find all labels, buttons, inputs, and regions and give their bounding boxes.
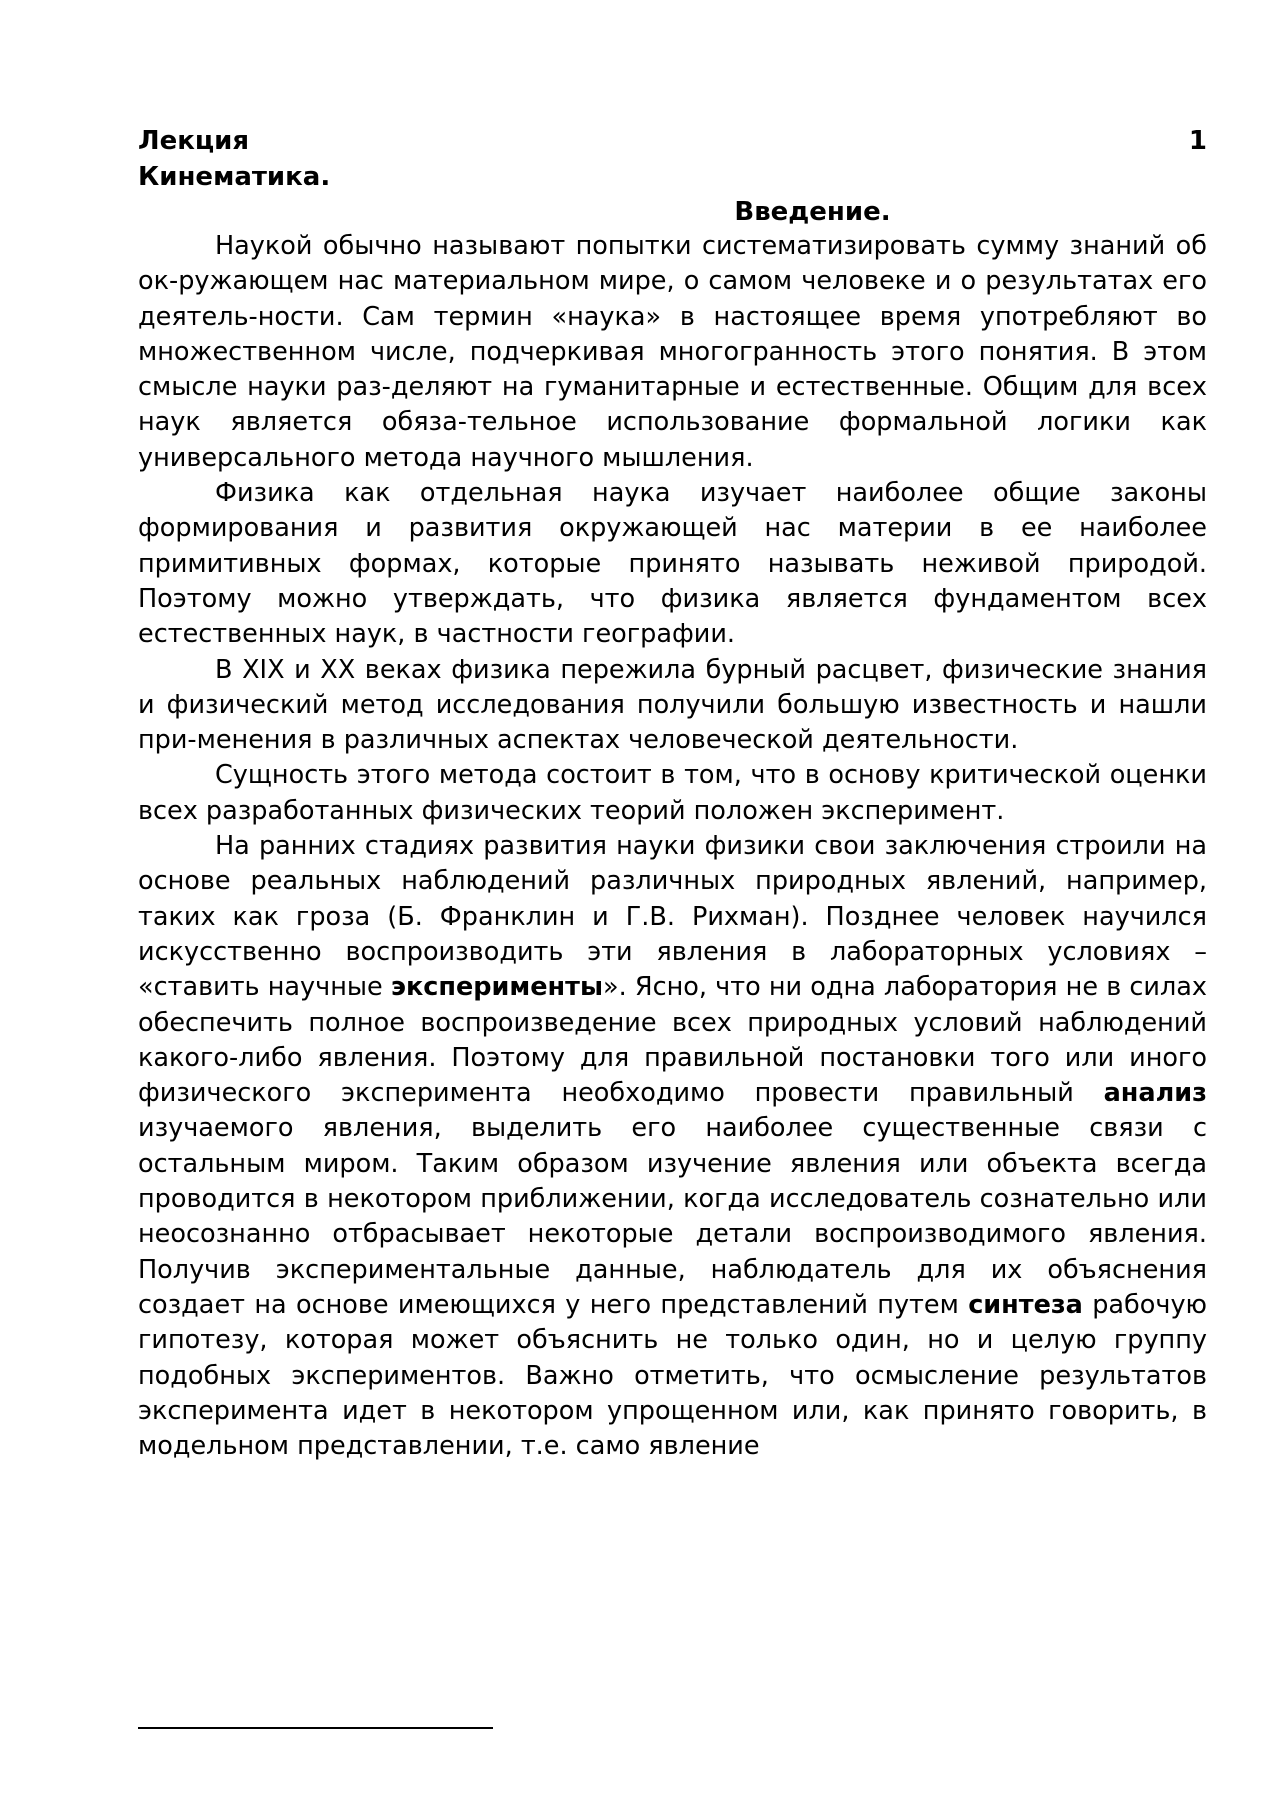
paragraph-experiment bbox=[138, 829, 1207, 1464]
paragraph-history: В XIX и XX веках физика пережила бурный расцвет, физические знания и физический метод исследования получили большую известность и нашли при-менения в различных аспектах человеческой деятельности. bbox=[138, 654, 1207, 756]
footnote-separator bbox=[138, 1727, 493, 1729]
paragraph-text: рабочую гипотезу, которая может объяснить не только один, но и целую группу подобных экспериментов. Важно отметить, что осмысление результатов эксперимента идет в некотором упрощенном или, как принято говорить, в модельном представлении, т.е. само явление bbox=[138, 1289, 1208, 1462]
term-analysis: анализ bbox=[1103, 1078, 1207, 1109]
section-title: Введение. bbox=[734, 197, 891, 227]
lecture-heading bbox=[138, 124, 1207, 158]
term-synthesis: синтеза bbox=[968, 1289, 1083, 1320]
paragraph-science: Наукой обычно называют попытки систематизировать сумму знаний об ок-ружающем нас материальном мире, о самом человеке и о результатах его деятель-ности. Сам термин «наука» в настоящее время употребляют во множественном числе, подчеркивая многогранность этого понятия. В этом смысле науки раз-деляют на гуманитарные и естественные. Общим для всех наук является обяза-тельное использование формальной логики как универсального метода научного мышления. bbox=[138, 231, 1207, 473]
body-text bbox=[138, 229, 1207, 1464]
lecture-label: Лекция bbox=[138, 126, 250, 156]
paragraph-method: Сущность этого метода состоит в том, что в основу критической оценки всех разработанных физических теорий положен эксперимент. bbox=[138, 760, 1207, 826]
term-experiments: эксперименты bbox=[390, 972, 604, 1003]
paragraph-text: На ранних стадиях развития науки физики свои заключения строили на основе реальных наблюдений различных природных явлений, например, таких как гроза (Б. Франклин и Г.В. Рихман). Позднее человек научился искусственно воспроизводить эти явления в лабораторных условиях – «ставить научные bbox=[138, 831, 1207, 1003]
paragraph-text: ». Ясно, что ни одна лаборатория не в силах обеспечить полное воспроизведение всех природных условий наблюдений какого-либо явления. Поэтому для правильной постановки того или иного физического эксперимента необходимо провести правильный bbox=[138, 972, 1207, 1109]
paragraph-physics: Физика как отдельная наука изучает наиболее общие законы формирования и развития окружающей нас материи в ее наиболее примитивных формах, которые принято называть неживой природой. Поэтому можно утверждать, что физика является фундаментом всех естественных наук, в частности географии. bbox=[138, 478, 1207, 650]
lecture-number: 1 bbox=[1188, 126, 1207, 156]
paragraph-text: изучаемого явления, выделить его наиболее существенные связи с остальным миром. Таким образом изучение явления или объекта всегда проводится в некотором приближении, когда исследователь сознательно или неосознанно отбрасывает некоторые детали воспроизводимого явления. Получив экспериментальные данные, наблюдатель для их объяснения создает на основе имеющихся у него представлений путем bbox=[138, 1113, 1207, 1320]
topic-title: Кинематика. bbox=[138, 162, 331, 192]
